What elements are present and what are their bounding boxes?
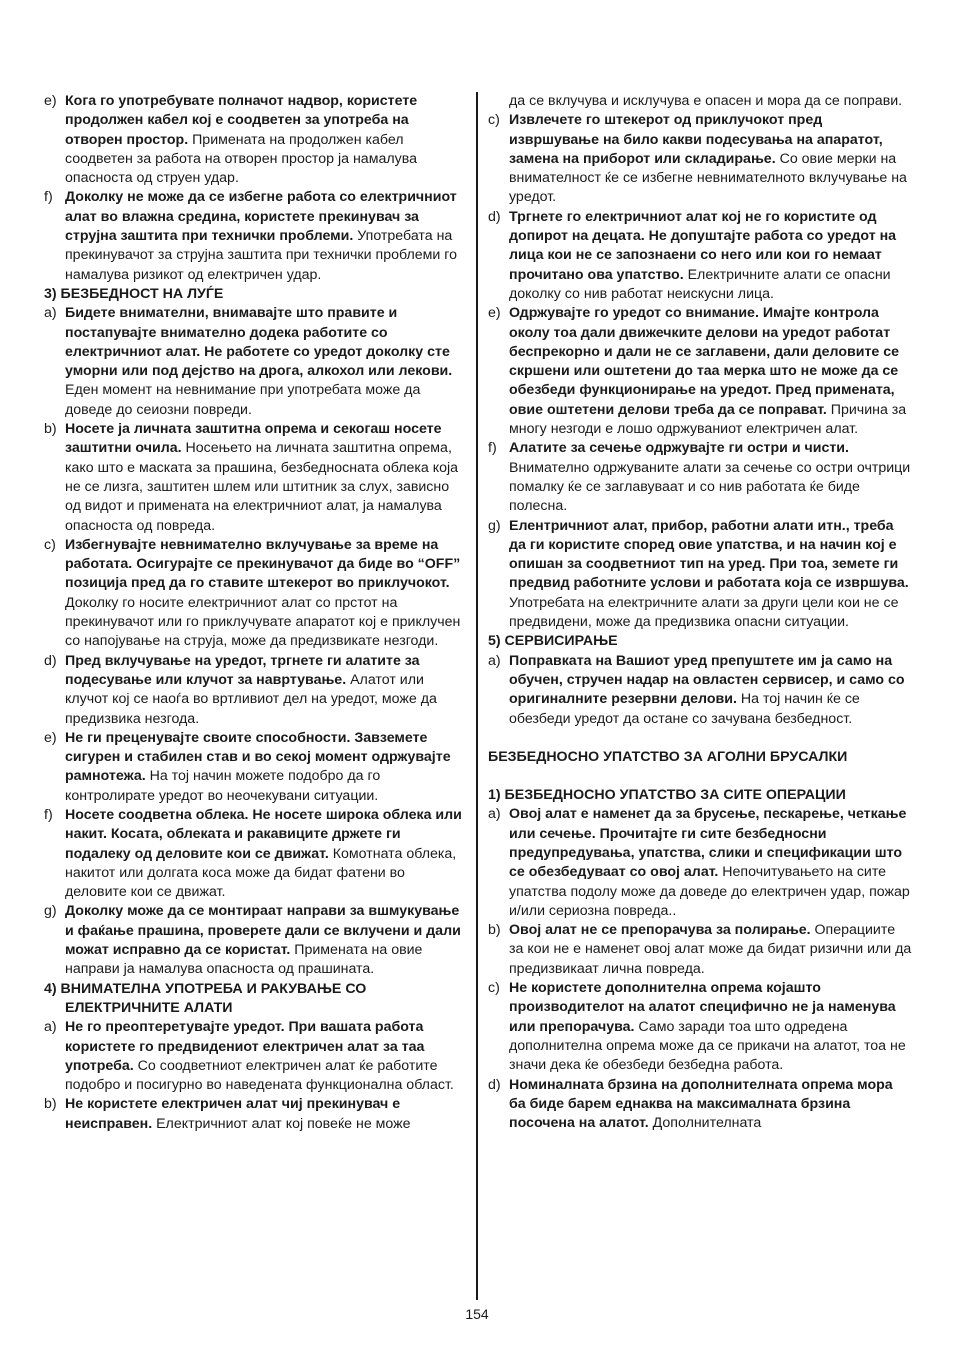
item-normal-text: Употребата на електричните алати за други цели кои не се предвидени, може да предизвика опасни ситуации.: [509, 594, 899, 631]
item-bold-text: Тргнете го електричниот алат кој не го користите од допирот на децата. Не допуштајте работа со уредот на лица кои не се запознаени со него или кои го немаат прочитано ова упатство.: [509, 208, 897, 283]
item-label: d): [488, 1076, 501, 1093]
item-text: [65, 1095, 464, 1134]
item-label: b): [44, 1096, 57, 1113]
item-normal-text: Дополнителната: [648, 1115, 762, 1132]
list-item: [488, 652, 912, 729]
list-item: [44, 420, 464, 536]
item-text: [509, 208, 912, 304]
list-item: [44, 652, 464, 729]
item-normal-text: Со соодветниот електричен алат ќе работите подобро и посигурно во наведената функционална област.: [65, 1057, 454, 1094]
item-bold-text: Избегнувајте невнимателно вклучување за време на работата. Осигурајте се прекинувачот да биде во “OFF” позиција пред да го ставите штекерот во приклучокот.: [65, 536, 461, 592]
list-item: [44, 188, 464, 284]
item-bold-text: Не користете електричен алат чиј прекинувач е неисправен.: [65, 1096, 401, 1132]
item-text: [509, 439, 912, 516]
list-item: [488, 304, 912, 439]
item-label: d): [488, 208, 501, 225]
item-bold-text: Елентричниот алат, прибор, работни алати итн., треба да ги користите според овие упатства, и на начин кој е опишан за соодветниот тип на уред. При тоа, земете ги предвид работните услови и работата која се извршува.: [509, 517, 909, 592]
item-label: a): [44, 1019, 57, 1036]
list-item: [44, 304, 464, 420]
item-label: c): [488, 980, 500, 997]
item-text: [65, 92, 464, 188]
item-label: a): [488, 806, 501, 823]
item-bold-text: Доколку не може да се избегне работа со електричниот алат во влажна средина, користете прекинувач за струјна заштита при технички проблеми.: [65, 189, 457, 245]
item-normal-text: Причина за многу незгоди е лошо одржуваниот електричен алат.: [509, 401, 907, 438]
list-item: [44, 1095, 464, 1134]
item-bold-text: Кога го употребувате полначот надвор, користете продолжен кабел кој е соодветен за употреба на отворен простор.: [65, 93, 418, 148]
item-normal-text: Примената на овие направи ја намалува опасноста од прашината.: [65, 942, 423, 978]
item-normal-text: Комотната облека, накитот или долгата коса може да бидат фатени во деловите кои се движат.: [65, 845, 457, 901]
item-label: c): [488, 112, 500, 129]
section-heading: БЕЗБЕДНОСНО УПАТСТВО ЗА АГОЛНИ БРУСАЛКИ: [488, 748, 848, 765]
item-bold-text: Пред вклучување на уредот, тргнете ги алатите за подесување или клучот за навртување.: [65, 652, 420, 688]
page-number: 154: [465, 1306, 489, 1322]
item-text: [65, 652, 464, 729]
list-item: [44, 902, 464, 979]
list-item: [488, 1076, 912, 1134]
item-text: [509, 979, 912, 1075]
list-item: [44, 729, 464, 806]
item-bold-text: Не користете дополнителна опрема којашто производителот на алатот специфично не ја наменува или препорачува.: [509, 980, 896, 1035]
list-item: [488, 208, 912, 304]
item-label: c): [44, 536, 56, 553]
section-heading: 3) БЕЗБЕДНОСТ НА ЛУЃЕ: [44, 285, 224, 302]
item-label: a): [488, 652, 501, 669]
item-normal-text: Внимателно одржуваните алати за сечење со остри очтрици помалку ќе се заглавуваат и со нив работата ќе биде полесна.: [509, 459, 911, 515]
item-label: b): [44, 421, 57, 438]
item-text: [65, 1018, 464, 1095]
list-item: [488, 517, 912, 633]
spacer: [488, 729, 912, 748]
item-normal-text: да се вклучува и исклучува е опасен и мора да се поправи.: [509, 93, 903, 109]
item-text: [509, 304, 912, 439]
item-bold-text: Овој алат не се препорачува за полирање.: [509, 922, 811, 939]
item-normal-text: Непочитувањето на сите упатства подолу може да доведе до електричен удар, пожар и/или сериозна повреда..: [509, 864, 910, 919]
item-bold-text: Доколку може да се монтираат направи за вшмукување и фаќање прашина, проверете дали се вклучени и дали можат исправно да се користат.: [65, 903, 461, 959]
item-text: [509, 1076, 912, 1134]
item-text: [509, 111, 912, 207]
item-label: f): [488, 440, 497, 457]
list-item: [488, 111, 912, 207]
item-text: [65, 729, 464, 806]
right-column: [488, 92, 912, 1133]
item-bold-text: Номиналната брзина на дополнителната опрема мора ба биде барем еднаква на максималната брзина посочена на алатот.: [509, 1076, 893, 1132]
item-bold-text: Носете ја личната заштитна опрема и секогаш носете заштитни очила.: [65, 421, 442, 457]
item-bold-text: Овој алат е наменет да за брусење, пескарење, четкање или сечење. Прочитајте ги сите безбедносни предупредувања, упатства, слики и спецификации што се обезбедуваат со овој алат.: [509, 806, 907, 881]
item-text: [509, 805, 912, 921]
item-normal-text: Доколку го носите електричниот алат со прстот на прекинувачот или го приклучувате апаратот кој е приклучен со напојување на струја, може да предизвикате незгоди.: [65, 594, 461, 650]
list-item: [488, 805, 912, 921]
item-bold-text: Одржувајте го уредот со внимание. Имајте контрола околу тоа дали движечките делови на уредот работат беспрекорно и дали не се заглавени, дали деловите се скршени или оштетени до таа мерка што не може да се обезбеди функционирање на уредот. Пред примената, овие оштетени делови треба да се поправат.: [509, 305, 900, 418]
item-label: a): [44, 305, 57, 322]
item-text: [65, 420, 464, 536]
item-text: [65, 902, 464, 979]
item-text: [65, 304, 464, 420]
item-bold-text: Не ги преценувајте своите способности. Завземете сигурен и стабилен став и во секој момент одржувајте рамнотежа.: [65, 729, 451, 785]
item-normal-text: Еден момент на невнимание при употребата може да доведе до сеиозни повреди.: [65, 382, 421, 418]
section-heading: 1) БЕЗБЕДНОСНО УПАТСТВО ЗА СИТЕ ОПЕРАЦИИ: [488, 787, 846, 804]
list-item: [44, 92, 464, 188]
item-label: e): [44, 729, 57, 746]
section-heading: 4) ВНИМАТЕЛНА УПОТРЕБА И РАКУВАЊЕ СО ЕЛЕКТРИЧНИТЕ АЛАТИ: [44, 980, 367, 1016]
section-heading: 5) СЕРВИСИРАЊЕ: [488, 633, 618, 650]
list-item: [488, 921, 912, 979]
item-bold-text: Извлечете го штекерот од приклучокот пред извршување на било какви подесувања на апаратот, замена на приборот или складирање.: [509, 112, 883, 167]
item-normal-text: Примената на продолжен кабел соодветен за работа на отворен простор ја намалува опасноста од струен удар.: [65, 131, 417, 187]
item-text: [509, 92, 912, 111]
item-normal-text: Употребата на прекинувачот за струјна заштита при технички проблеми го намалува ризикот од електричен удар.: [65, 228, 458, 283]
item-label: f): [44, 189, 53, 206]
item-normal-text: Само заради тоа што одредена дополнителна опрема може да се прикачи на алатот, тоа не значи дека ќе обезбеди безбедна работа.: [509, 1018, 906, 1074]
item-text: [509, 652, 912, 729]
item-label: f): [44, 806, 53, 823]
item-text: [509, 517, 912, 633]
item-bold-text: Носете соодветна облека. Не носете широка облека или накит. Косата, облеката и ракавиците држете ги подалеку од деловите кои се движат.: [65, 806, 462, 862]
item-normal-text: На тој начин ќе се обезбеди уредот да остане со зачувана безбедност.: [509, 691, 860, 727]
list-item: [44, 1018, 464, 1095]
item-bold-text: Поправката на Вашиот уред препуштете им ја само на обучен, стручен надар на овластен сервисер, и само со оригиналните резервни делови.: [509, 652, 905, 708]
item-normal-text: На тој начин можете подобро да го контролирате уредот во неочекувани ситуации.: [65, 768, 381, 804]
item-bold-text: Бидете внимателни, внимавајте што правите и постапувајте внимателно додека работите со електричниот алат. Не работете со уредот доколку сте уморни или под дејство на дрога, алкохол или лекови.: [65, 305, 453, 380]
item-label: g): [488, 517, 501, 534]
column-divider: [476, 92, 478, 1300]
item-label: e): [44, 93, 57, 109]
item-text: [65, 536, 464, 652]
item-normal-text: Електричните алати се опасни доколку со нив работат неискусни лица.: [509, 266, 891, 302]
item-label: b): [488, 922, 501, 939]
list-item: [488, 439, 912, 516]
item-normal-text: Со овие мерки на внимателност ќе се избегне невнимателното вклучување на уредот.: [509, 150, 907, 206]
item-text: [65, 188, 464, 284]
item-normal-text: Електричниот алат кој повеќе не може: [152, 1115, 411, 1132]
list-item: [488, 979, 912, 1075]
item-text: [65, 806, 464, 902]
list-item: [44, 536, 464, 652]
item-bold-text: Алатите за сечење одржувајте ги остри и чисти.: [509, 440, 849, 457]
list-item: [44, 806, 464, 902]
item-label: g): [44, 903, 57, 920]
spacer: [488, 767, 912, 786]
item-text: [509, 921, 912, 979]
item-normal-text: Операциите за кои не е наменет овој алат може да бидат ризични или да предизвикаат лична повреда.: [509, 922, 912, 977]
list-item-continued: [488, 92, 912, 111]
left-column: [44, 92, 464, 1134]
item-bold-text: Не го преоптеретувајте уредот. При вашата работа користете го предвидениот електричен алат за таа употреба.: [65, 1019, 425, 1074]
item-label: e): [488, 305, 501, 322]
item-normal-text: Носењето на личната заштитна опрема, како што е маската за прашина, безбедносната облека која не се лизга, заштитен шлем или штитник за слух, зависно од видот и примената на електричниот алат, ја намалува опасноста од повреда.: [65, 440, 459, 534]
item-label: d): [44, 652, 57, 669]
item-normal-text: Алатот или клучот кој се наоѓа во вртливиот дел на уредот, може да предизвика незгода.: [65, 671, 437, 727]
